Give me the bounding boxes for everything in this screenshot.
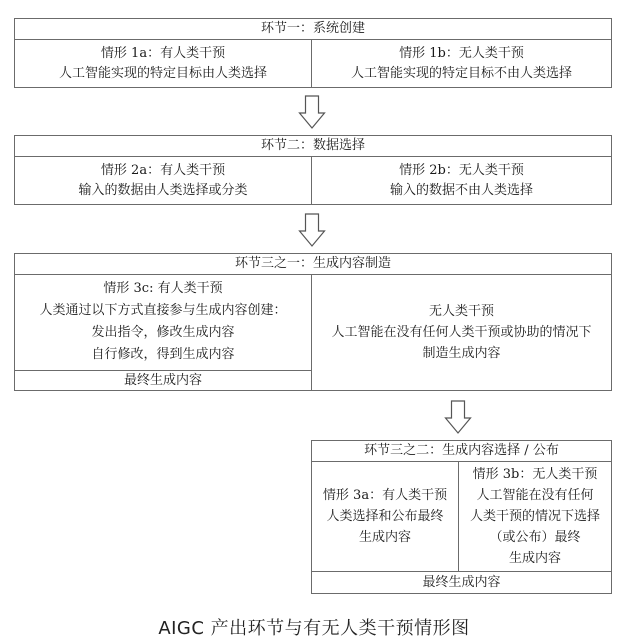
case-2a-desc: 输入的数据由人类选择或分类 — [78, 182, 248, 198]
final-output-label-1: 最终生成内容 — [123, 373, 202, 388]
case-3c-line1: 人类通过以下方式直接参与生成内容创建： — [39, 303, 287, 318]
case-3b-line4: 生成内容 — [508, 551, 561, 566]
stage3-1-case-3c — [15, 276, 311, 368]
case-3b-line1: 人工智能在没有任何 — [476, 488, 594, 503]
case-1a-desc: 人工智能实现的特定目标由人类选择 — [58, 65, 267, 81]
stage3-1-header: 环节三之一：生成内容制造 — [14, 253, 612, 275]
case-1a-title: 情形 1a：有人类干预 — [100, 45, 226, 61]
stage3-1-no-intervention — [312, 275, 611, 390]
case-1b-title: 情形 1b：无人类干预 — [399, 45, 524, 61]
case-2b-title: 情形 2b：无人类干预 — [399, 162, 524, 178]
stage3-2-case-3b — [459, 462, 611, 571]
stage1-case-1a — [15, 40, 311, 87]
stage1-case-1b — [312, 40, 611, 87]
case-3c-line2: 发出指令，修改生成内容 — [91, 325, 235, 340]
case-2a-title: 情形 2a：有人类干预 — [100, 162, 226, 178]
case-3b-title: 情形 3b：无人类干预 — [472, 467, 598, 482]
case-3a-title: 情形 3a：有人类干预 — [322, 488, 448, 503]
no-intervention-title: 无人类干预 — [428, 304, 494, 319]
stage3-2-case-3a — [312, 462, 458, 571]
case-3c-title: 情形 3c: 有人类干预 — [103, 281, 223, 296]
figure-caption: AIGC 产出环节与有无人类干预情形图 — [158, 618, 470, 639]
case-3c-line3: 自行修改，得到生成内容 — [91, 347, 235, 362]
down-arrow-icon — [298, 95, 326, 129]
stage1-header: 环节一：系统创建 — [14, 18, 612, 40]
down-arrow-icon — [444, 400, 472, 434]
stage2-case-2a — [15, 157, 311, 204]
stage2-case-2b — [312, 157, 611, 204]
case-3a-line1: 人类选择和公布最终 — [326, 509, 444, 524]
case-3a-line2: 生成内容 — [358, 530, 411, 545]
no-intervention-line1: 人工智能在没有任何人类干预或协助的情况下 — [331, 325, 592, 340]
stage3-2-header: 环节三之二：生成内容选择 / 公布 — [311, 440, 612, 462]
stage2-header: 环节二：数据选择 — [14, 135, 612, 157]
case-3b-line2: 人类干预的情况下选择 — [469, 509, 600, 524]
case-1b-desc: 人工智能实现的特定目标不由人类选择 — [350, 65, 572, 81]
down-arrow-icon — [298, 213, 326, 247]
case-3b-line3: （或公布）最终 — [489, 530, 581, 545]
stage3-2-footer — [312, 572, 611, 593]
case-2b-desc: 输入的数据不由人类选择 — [389, 182, 533, 198]
stage3-1-left-footer — [15, 371, 311, 390]
no-intervention-line2: 制造生成内容 — [422, 346, 501, 361]
final-output-label-2: 最终生成内容 — [422, 575, 501, 590]
